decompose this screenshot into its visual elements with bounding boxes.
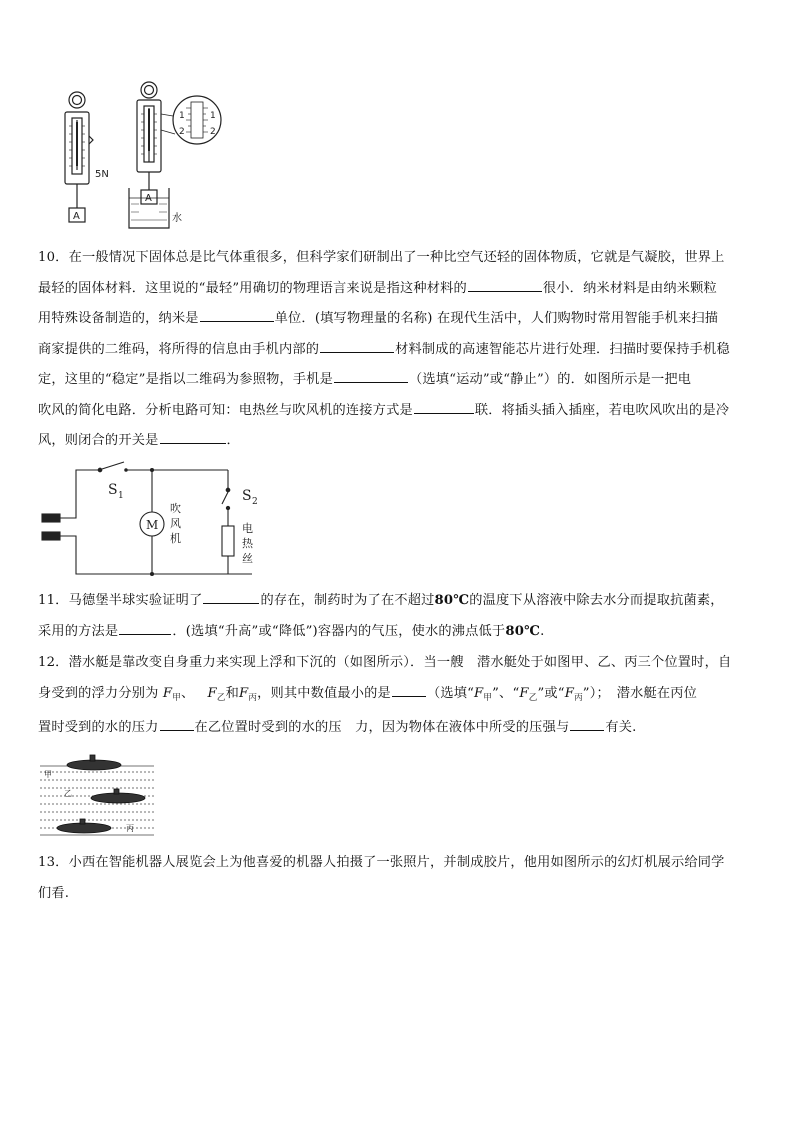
q10-line-2: 最轻的固体材料．这里说的“最轻”用确切的物理语言来说是指这种材料的 很小．纳米材料是由纳米颗粒 (38, 274, 758, 305)
answer-blank[interactable] (468, 276, 542, 292)
q10-line-6: 吹风的简化电路．分析电路可知：电热丝与吹风机的连接方式是 联．将插头插入插座，若电吹风吹出的是冷 (38, 396, 758, 427)
zoom-left-1: 1 (179, 111, 185, 121)
q13-line-2: 们看. (38, 885, 70, 901)
motor-caption-3: 机 (170, 532, 181, 545)
question-11 (38, 586, 758, 647)
zoom-right-1: 1 (210, 111, 216, 121)
q13-line-1: 13．小西在智能机器人展览会上为他喜爱的机器人拍摄了一张照片，并制成胶片，他用如图所示的幻灯机展示给同学 (38, 855, 725, 870)
label-5n: 5N (95, 169, 109, 180)
answer-blank[interactable] (414, 398, 474, 414)
q11-line-2: 采用的方法是 ．(选填“升高”或“降低”)容器内的气压，使水的沸点低于80℃. (38, 617, 758, 648)
submarine-icon (91, 793, 145, 803)
answer-blank[interactable] (570, 715, 604, 731)
hair-dryer-circuit (36, 460, 276, 582)
spring-scale-figure (45, 78, 235, 230)
submarine-figure (38, 752, 156, 836)
s2-label: S (242, 488, 252, 504)
label-a-right: A (145, 193, 152, 204)
answer-blank[interactable] (320, 337, 394, 353)
answer-blank[interactable] (160, 715, 194, 731)
q12-line-2: 身受到的浮力分别为 $F_甲$、 $F_乙$和$F_丙$，则其中数值最小的是 （选填“$F_甲$”、“$F_乙$”或“$F_丙$”）； 潜水艇在丙位 (38, 679, 758, 714)
submarine-icon (67, 760, 121, 770)
svg-text:1: 1 (118, 491, 124, 501)
answer-blank[interactable] (200, 306, 274, 322)
q12-line-1: 12．潜水艇是靠改变自身重力来实现上浮和下沉的（如图所示）．当一艘 潜水艇处于如图甲、乙、丙三个位置时，自 (38, 655, 732, 670)
heater-caption-1: 电 (242, 522, 253, 535)
heater-icon (222, 526, 234, 556)
q10-line-1: 10．在一般情况下固体总是比气体重很多，但科学家们研制出了一种比空气还轻的固体物质，它就是气凝胶，世界上 (38, 250, 725, 265)
ring-icon (69, 92, 85, 108)
motor-caption-1: 吹 (170, 502, 181, 515)
answer-blank[interactable] (203, 588, 259, 604)
answer-blank[interactable] (119, 619, 171, 635)
question-13 (38, 848, 758, 909)
label-jia: 甲 (44, 770, 52, 779)
q10-line-3: 用特殊设备制造的，纳米是 单位．(填写物理量的名称) 在现代生活中，人们购物时常用智能手机来扫描 (38, 304, 758, 335)
heater-caption-3: 丝 (242, 552, 253, 565)
svg-text:2: 2 (252, 497, 258, 507)
answer-blank[interactable] (160, 428, 226, 444)
q10-line-5: 定，这里的“稳定”是指以二维码为参照物，手机是 （选填“运动”或“静止”）的．如图所示是一把电 (38, 365, 758, 396)
q10-line-7: 风，则闭合的开关是 ． (38, 426, 758, 457)
s1-label: S (108, 482, 118, 498)
motor-label: M (146, 518, 159, 532)
q10-line-4: 商家提供的二维码，将所得的信息由手机内部的 材料制成的高速智能芯片进行处理．扫描时要保持手机稳 (38, 335, 758, 366)
q11-line-1: 11．马德堡半球实验证明了 的存在，制药时为了在不超过80℃的温度下从溶液中除去水分而提取抗菌素， (38, 586, 758, 617)
motor-caption-2: 风 (170, 517, 181, 530)
answer-blank[interactable] (392, 681, 426, 697)
label-bing: 丙 (126, 824, 134, 833)
label-yi: 乙 (64, 789, 72, 798)
question-12 (38, 648, 758, 744)
question-10 (38, 243, 758, 457)
label-water: 水 (172, 213, 182, 224)
q12-line-3: 置时受到的水的压力 在乙位置时受到的水的压 力，因为物体在液体中所受的压强与 有关. (38, 713, 758, 744)
zoom-right-2: 2 (210, 127, 216, 137)
zoom-left-2: 2 (179, 127, 185, 137)
answer-blank[interactable] (334, 367, 408, 383)
submarine-icon (57, 823, 111, 833)
heater-caption-2: 热 (242, 537, 253, 550)
label-a-left: A (73, 211, 80, 222)
